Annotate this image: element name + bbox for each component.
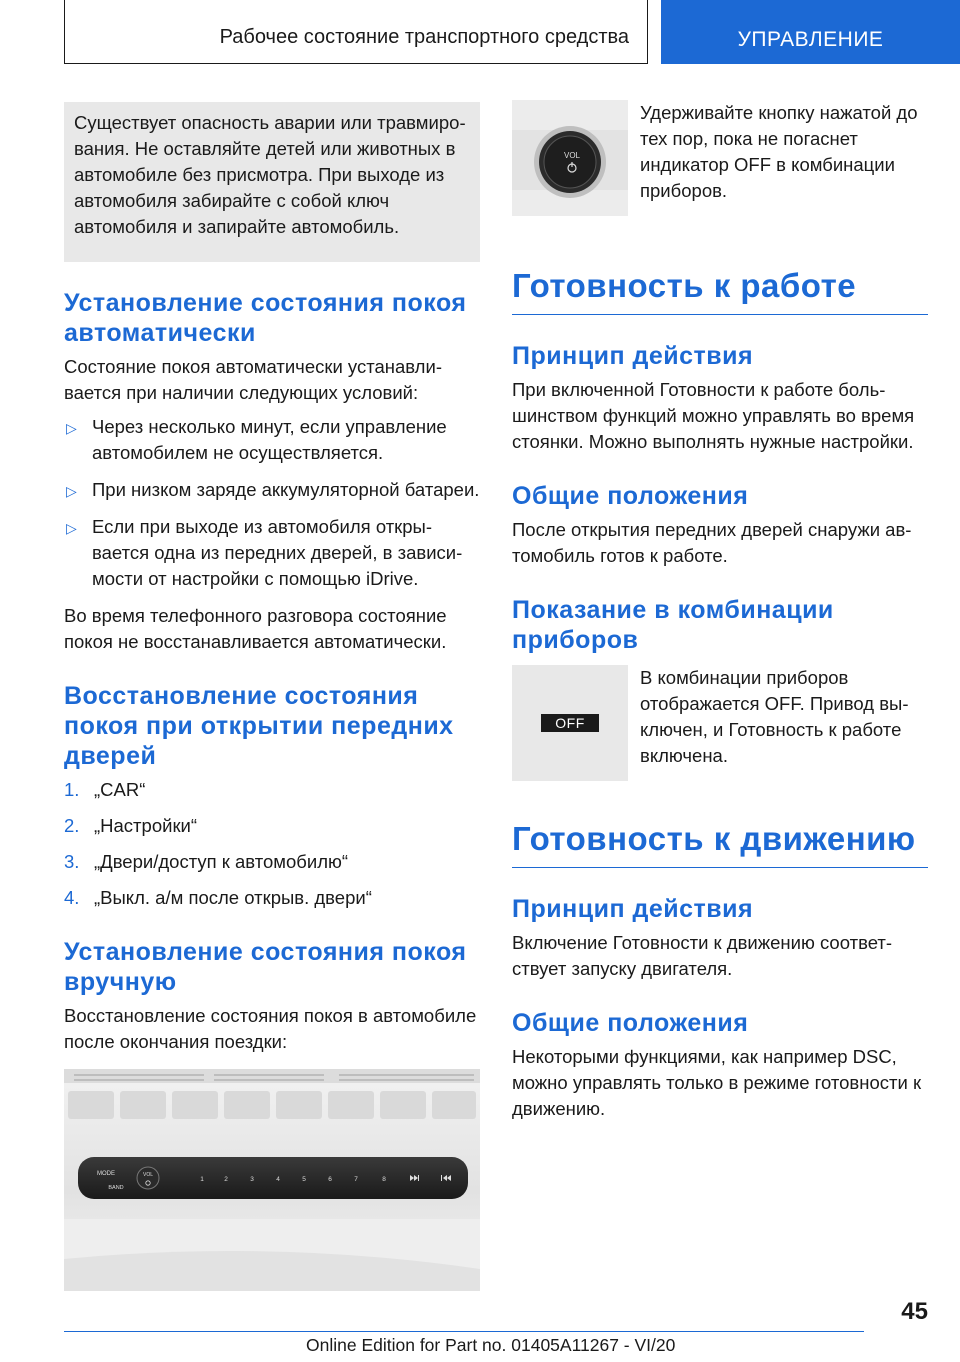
step-number: 4. [64, 887, 80, 908]
warning-text: Существует опасность аварии или травмирования. Не оставляйте детей или животных в автомобиле без присмотра. При выходе из автомобиля забирайте с собой ключ автомобиля и запирайте автомобиль. [74, 112, 466, 237]
list-item [64, 514, 480, 592]
heading-drive-general: Общие положения [512, 1009, 749, 1037]
footer-divider [64, 1331, 864, 1332]
heading-manual-standby: Установление состояния покоя вручную [64, 938, 467, 996]
list-item-text: Если при выходе из автомобиля открывается одна из передних дверей, в зависимости от настройки с помощью iDrive. [92, 516, 463, 589]
left-column [64, 100, 480, 1291]
heading-cluster-display: Показание в комбинации приборов [512, 596, 834, 654]
vol-knob-illustration [512, 100, 628, 216]
drive-principle-text: Включение Готовности к движению соответствует запуску двигателя. [512, 932, 893, 979]
heading-ready-to-drive: Готовность к движению [512, 819, 928, 868]
heading-restore-standby: Восстановление состояния покоя при открытии передних дверей [64, 682, 454, 770]
preset-3-label: 3 [250, 1176, 254, 1183]
restore-steps-list [64, 777, 480, 911]
drive-general-text: Некоторыми функциями, как например DSC, можно управлять только в режиме готовности к движению. [512, 1046, 922, 1119]
manual-text: Восстановление состояния покоя в автомобиле после окончания поездки: [64, 1005, 477, 1052]
list-item [64, 849, 480, 875]
auto-conditions-list [64, 414, 480, 592]
list-item-text: При низком заряде аккумуляторной батареи. [92, 479, 480, 500]
step-number: 2. [64, 815, 80, 836]
preset-2-label: 2 [224, 1176, 228, 1183]
triangle-bullet-icon: ▷ [66, 520, 77, 536]
principle-text: При включенной Готовности к работе большинством функций можно управлять во время стоянки. Можно выполнять нужные настройки. [512, 379, 915, 452]
preset-7-label: 7 [354, 1176, 358, 1183]
vol-instruction-text: Удерживайте кнопку нажатой до тех пор, пока не погаснет индикатор OFF в комбинации приборов. [640, 102, 918, 201]
audio-panel-illustration [64, 1069, 480, 1291]
heading-auto-standby: Установление состояния покоя автоматически [64, 289, 467, 347]
triangle-bullet-icon: ▷ [66, 483, 77, 499]
off-display-figure-row [512, 665, 928, 781]
heading-ready-to-operate: Готовность к работе [512, 266, 928, 315]
volume-knob [137, 1167, 159, 1189]
auto-intro-text: Состояние покоя автоматически устанавливается при наличии следующих условий: [64, 356, 442, 403]
preset-4-label: 4 [276, 1176, 280, 1183]
heading-principle: Принцип действия [512, 342, 754, 370]
preset-1-label: 1 [200, 1176, 204, 1183]
preset-6-label: 6 [328, 1176, 332, 1183]
vol-label: VOL [142, 1172, 154, 1178]
off-indicator-figure [512, 665, 628, 781]
vol-knob-label: VOL [563, 151, 581, 160]
step-number: 3. [64, 851, 80, 872]
list-item [64, 477, 480, 503]
list-item [64, 885, 480, 911]
auto-note-text: Во время телефонного разговора состояние покоя не восстанавливается автоматически. [64, 605, 447, 652]
header-chapter-tab[interactable] [661, 0, 960, 64]
heading-drive-principle: Принцип действия [512, 895, 754, 923]
step-text: „Двери/доступ к автомобилю“ [94, 851, 349, 872]
footer-edition: Online Edition for Part no. 01405A11267 - VI/20 [306, 1335, 676, 1355]
step-text: „CAR“ [94, 779, 146, 800]
display-text: В комбинации приборов отображается OFF. Привод выключен, и Готовность к работе включена. [640, 667, 909, 766]
triangle-bullet-icon: ▷ [66, 420, 77, 436]
warning-box [64, 102, 480, 262]
header-section-label: Рабочее состояние транспортного средства [219, 26, 629, 48]
header-section-title [64, 0, 648, 64]
step-number: 1. [64, 779, 80, 800]
mode-label: MODE [97, 1171, 115, 1177]
list-item [64, 414, 480, 466]
vol-knob-figure-row [512, 100, 928, 216]
step-text: „Выкл. а/м после открыв. двери“ [94, 887, 372, 908]
list-item [64, 777, 480, 803]
band-label: BAND [108, 1185, 124, 1191]
preset-5-label: 5 [302, 1176, 306, 1183]
off-indicator: OFF [541, 714, 599, 732]
page-number: 45 [901, 1298, 928, 1325]
header-chapter-label: УПРАВЛЕНИЕ [737, 28, 884, 51]
preset-8-label: 8 [382, 1176, 386, 1183]
right-column [512, 100, 928, 1130]
list-item [64, 813, 480, 839]
heading-general: Общие положения [512, 482, 749, 510]
list-item-text: Через несколько минут, если управление автомобилем не осуществляется. [92, 416, 447, 463]
general-text: После открытия передних дверей снаружи автомобиль готов к работе. [512, 519, 912, 566]
step-text: „Настройки“ [94, 815, 198, 836]
